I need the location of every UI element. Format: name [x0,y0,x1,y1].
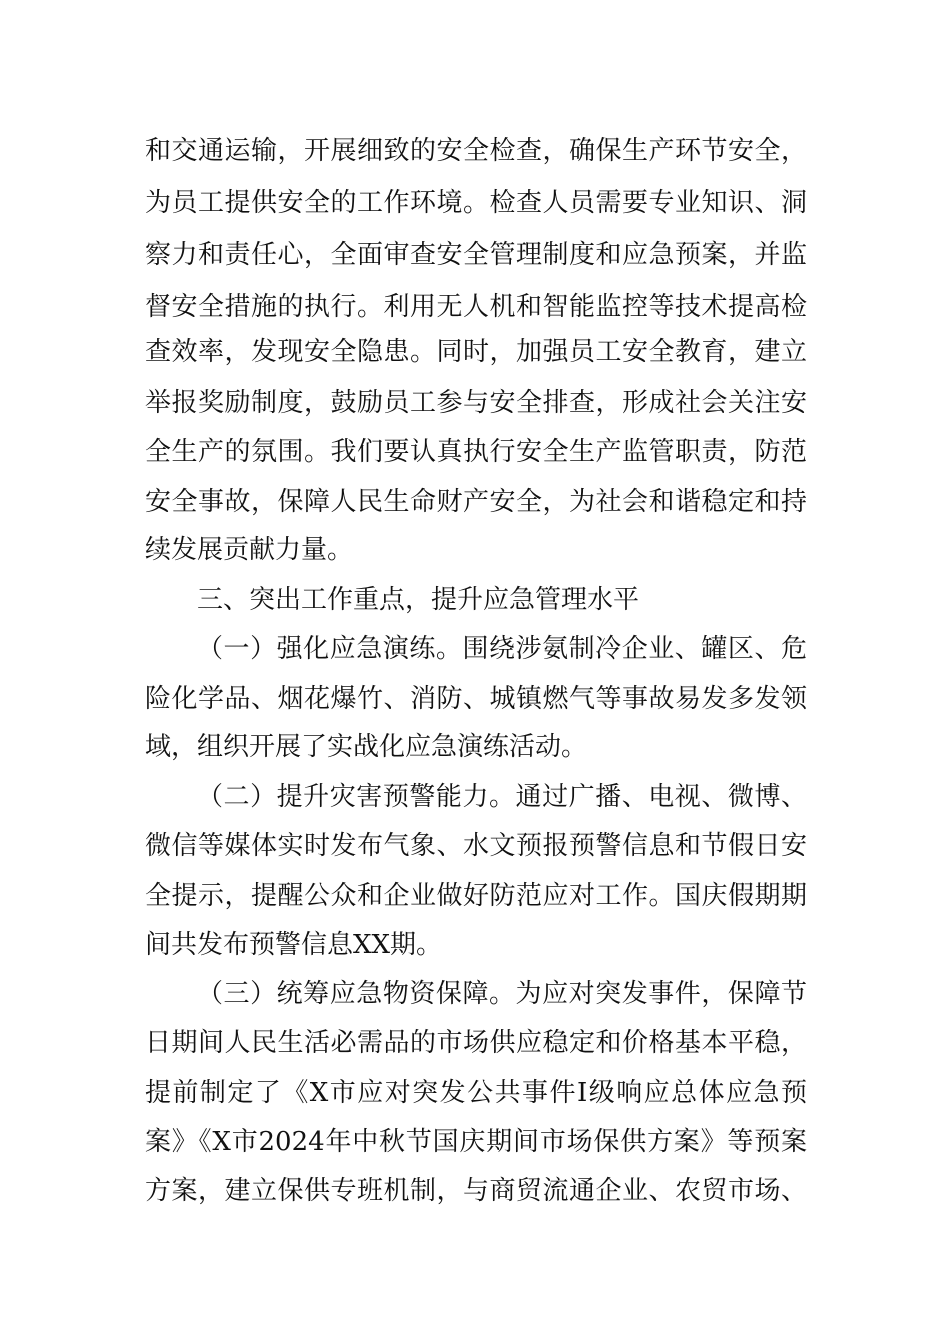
text-line: 方案，建立保供专班机制，与商贸流通企业、农贸市场、 [145,1176,807,1206]
text-line: （二）提升灾害预警能力。通过广播、电视、微博、 [197,782,807,812]
text-line: 安全事故，保障人民生命财产安全，为社会和谐稳定和持 [145,487,807,517]
text-line: 案》《X市2024年中秋节国庆期间市场保供方案》等预案 [145,1127,807,1157]
text-line: 察力和责任心，全面审查安全管理制度和应急预案，并监 [145,240,807,270]
text-line: 域，组织开展了实战化应急演练活动。 [145,732,588,762]
text-line: 举报奖励制度，鼓励员工参与安全排查，形成社会关注安 [145,388,807,418]
text-line: 微信等媒体实时发布气象、水文预报预警信息和节假日安 [145,831,807,861]
text-line: 日期间人民生活必需品的市场供应稳定和价格基本平稳， [145,1028,807,1058]
text-line: 间共发布预警信息XX期。 [145,930,443,960]
text-line: 全提示，提醒公众和企业做好防范应对工作。国庆假期期 [145,881,807,911]
text-line: （三）统筹应急物资保障。为应对突发事件，保障节 [197,979,807,1009]
section-heading: 三、突出工作重点，提升应急管理水平 [197,585,640,615]
text-line: （一）强化应急演练。围绕涉氨制冷企业、罐区、危 [197,634,807,664]
text-line: 为员工提供安全的工作环境。检查人员需要专业知识、洞 [145,188,807,218]
text-line: 和交通运输，开展细致的安全检查，确保生产环节安全， [145,136,807,166]
text-line: 全生产的氛围。我们要认真执行安全生产监管职责，防范 [145,437,807,467]
text-line: 查效率，发现安全隐患。同时，加强员工安全教育，建立 [145,337,807,367]
text-line: 提前制定了《X市应对突发公共事件Ⅰ级响应总体应急预 [145,1078,807,1108]
text-line: 险化学品、烟花爆竹、消防、城镇燃气等事故易发多发领 [145,684,807,714]
text-line: 督安全措施的执行。利用无人机和智能监控等技术提高检 [145,292,807,322]
text-line: 续发展贡献力量。 [145,535,354,565]
